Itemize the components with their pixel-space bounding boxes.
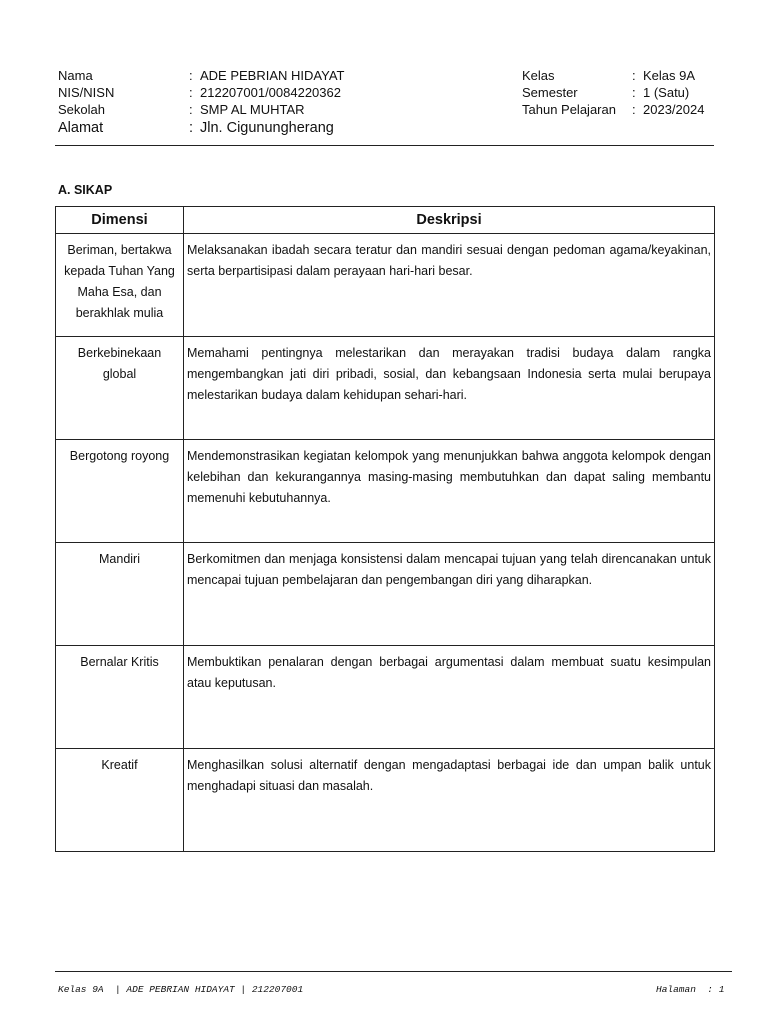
table-row — [56, 337, 715, 440]
column-header-deskripsi: Deskripsi — [184, 207, 715, 234]
footer-page-number: Halaman : 1 — [656, 984, 725, 995]
info-row-nama — [58, 67, 718, 84]
footer-divider — [55, 971, 732, 972]
footer-student-ref: Kelas 9A | ADE PEBRIAN HIDAYAT | 212207001 — [58, 984, 304, 995]
dimensi-text: Kreatif — [101, 758, 138, 772]
separator: : — [189, 68, 193, 83]
dimensi-text: Beriman, bertakwa kepada Tuhan Yang Maha Esa, dan berakhlak mulia — [64, 243, 175, 320]
semester-label: Semester — [522, 85, 578, 100]
nis-label: NIS/NISN — [58, 85, 115, 100]
dimensi-text: Mandiri — [99, 552, 140, 566]
separator: : — [189, 85, 193, 100]
table-row — [56, 543, 715, 646]
deskripsi-text: Memahami pentingnya melestarikan dan merayakan tradisi budaya dalam rangka mengembangkan jati diri pribadi, sosial, dan kebangsaan Indonesia serta mulai berupaya melestarikan budaya dalam kehidupan sehari-hari. — [187, 346, 711, 402]
deskripsi-text: Menghasilkan solusi alternatif dengan mengadaptasi berbagai ide dan umpan balik untuk menghadapi situasi dan masalah. — [187, 758, 711, 793]
table-row — [56, 234, 715, 337]
table-header-row — [56, 207, 715, 234]
deskripsi-text: Berkomitmen dan menjaga konsistensi dalam mencapai tujuan yang telah direncanakan untuk mencapai tujuan pembelajaran dan pengembangan diri yang diharapkan. — [187, 552, 711, 587]
nama-value: ADE PEBRIAN HIDAYAT — [200, 68, 345, 83]
column-header-dimensi: Dimensi — [56, 207, 184, 234]
sekolah-value: SMP AL MUHTAR — [200, 102, 305, 117]
separator: : — [632, 85, 636, 100]
sekolah-label: Sekolah — [58, 102, 105, 117]
alamat-label: Alamat — [58, 120, 104, 136]
deskripsi-cell — [184, 646, 715, 749]
deskripsi-cell — [184, 440, 715, 543]
deskripsi-text: Membuktikan penalaran dengan berbagai argumentasi dalam membuat suatu kesimpulan atau keputusan. — [187, 655, 711, 690]
table-row — [56, 646, 715, 749]
separator: : — [189, 102, 193, 117]
info-row-sekolah — [58, 101, 718, 118]
tahun-pelajaran-label: Tahun Pelajaran — [522, 102, 616, 117]
table-row — [56, 440, 715, 543]
deskripsi-cell — [184, 337, 715, 440]
nis-value: 212207001/0084220362 — [200, 85, 341, 100]
section-title: A. SIKAP — [58, 183, 113, 197]
dimensi-cell — [56, 234, 184, 337]
deskripsi-cell — [184, 234, 715, 337]
deskripsi-text: Melaksanakan ibadah secara teratur dan mandiri sesuai dengan pedoman agama/keyakinan, serta berpartisipasi dalam perayaan hari-hari besar. — [187, 243, 711, 278]
kelas-value: Kelas 9A — [643, 68, 696, 83]
dimensi-cell — [56, 543, 184, 646]
semester-value: 1 (Satu) — [643, 85, 690, 100]
dimensi-text: Bergotong royong — [69, 449, 170, 463]
sikap-table — [55, 206, 715, 852]
deskripsi-cell — [184, 543, 715, 646]
dimensi-text: Berkebinekaan global — [77, 346, 162, 381]
header-divider — [55, 145, 714, 146]
alamat-value: Jln. Cigunungherang — [200, 120, 334, 136]
separator: : — [189, 120, 194, 136]
deskripsi-text: Mendemonstrasikan kegiatan kelompok yang menunjukkan bahwa anggota kelompok dengan kelebihan dan kekurangannya masing-masing membutuhkan dan dapat saling membantu memenuhi kebutuhannya. — [187, 449, 711, 505]
deskripsi-cell — [184, 749, 715, 852]
nama-label: Nama — [58, 68, 93, 83]
dimensi-cell — [56, 646, 184, 749]
kelas-label: Kelas — [522, 68, 555, 83]
student-info — [58, 67, 718, 138]
dimensi-cell — [56, 440, 184, 543]
dimensi-cell — [56, 749, 184, 852]
table-row — [56, 749, 715, 852]
info-row-nis — [58, 84, 718, 101]
separator: : — [632, 68, 636, 83]
dimensi-cell — [56, 337, 184, 440]
separator: : — [632, 102, 636, 117]
info-row-alamat — [58, 118, 718, 138]
tahun-pelajaran-value: 2023/2024 — [643, 102, 705, 117]
dimensi-text: Bernalar Kritis — [80, 655, 159, 669]
